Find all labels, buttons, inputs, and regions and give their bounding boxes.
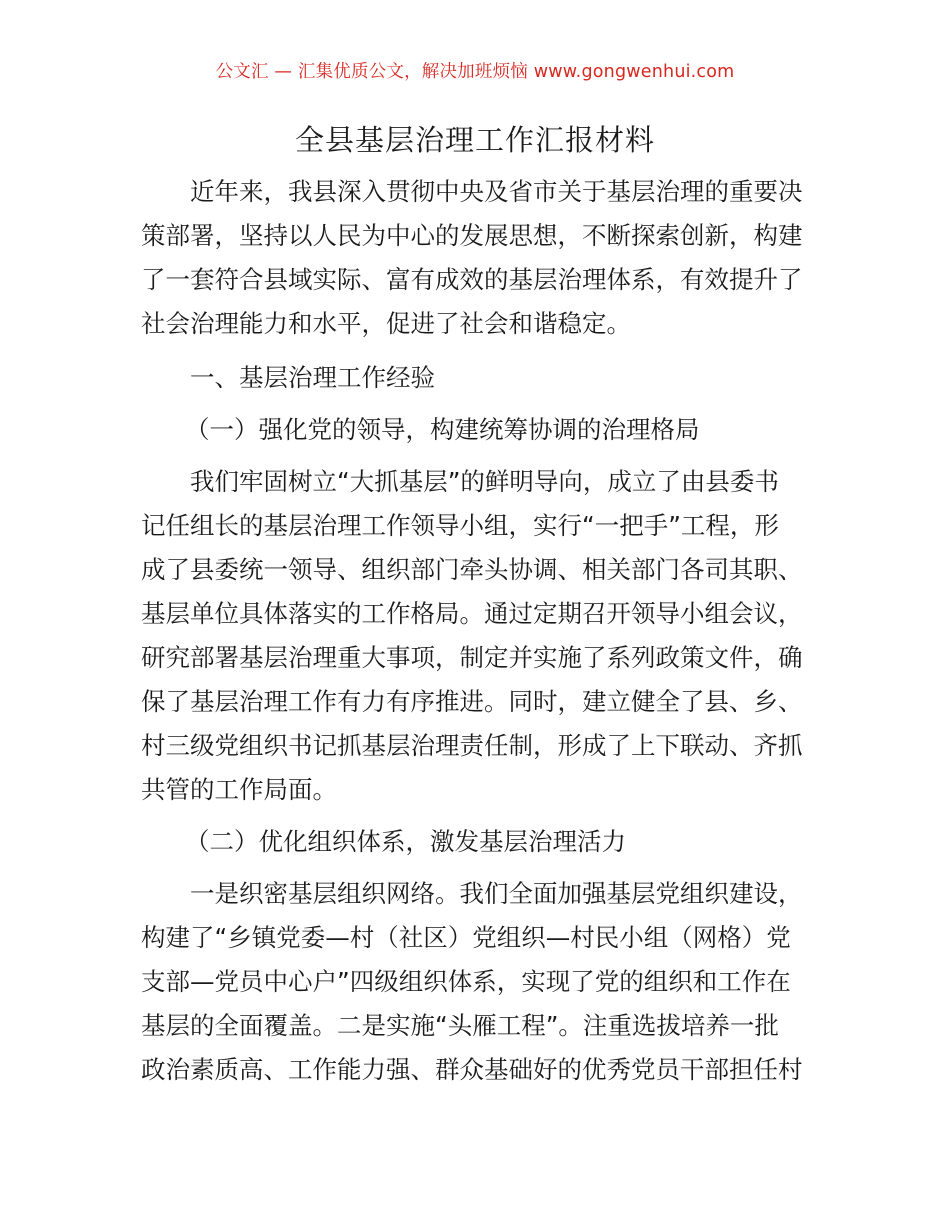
text-line: 构建了“乡镇党委—村（社区）党组织—村民小组（网格）党 <box>141 923 791 952</box>
document-body <box>141 170 813 1092</box>
text-line: 社会治理能力和水平，促进了社会和谐稳定。 <box>141 309 631 338</box>
text-line: 近年来，我县深入贯彻中央及省市关于基层治理的重要决 <box>190 177 803 206</box>
text-line: 政治素质高、工作能力强、群众基础好的优秀党员干部担任村 <box>141 1055 803 1084</box>
text-line: 记任组长的基层治理工作领导小组，实行“一把手”工程，形 <box>141 511 779 540</box>
text-line: 研究部署基层治理重大事项，制定并实施了系列政策文件，确 <box>141 643 803 672</box>
text-line: 支部—党员中心户”四级组织体系，实现了党的组织和工作在 <box>141 967 791 996</box>
document-title: 全县基层治理工作汇报材料 <box>294 123 655 157</box>
subsection-heading: （一）强化党的领导，构建统筹协调的治理格局 <box>185 415 700 444</box>
text-line: 共管的工作局面。 <box>141 775 337 804</box>
text-line: 村三级党组织书记抓基层治理责任制，形成了上下联动、齐抓 <box>141 731 803 760</box>
body-paragraph <box>141 460 813 812</box>
subsection-heading: （二）优化组织体系，激发基层治理活力 <box>185 827 626 856</box>
text-line: 策部署，坚持以人民为中心的发展思想，不断探索创新，构建 <box>141 221 803 250</box>
header-banner: 公文汇 — 汇集优质公文，解决加班烦恼 www.gongwenhui.com <box>215 62 735 82</box>
text-line: 了一套符合县域实际、富有成效的基层治理体系，有效提升了 <box>141 265 803 294</box>
text-line: 我们牢固树立“大抓基层”的鲜明导向，成立了由县委书 <box>190 467 779 496</box>
text-line: 成了县委统一领导、组织部门牵头协调、相关部门各司其职、 <box>141 555 803 584</box>
text-line: 基层单位具体落实的工作格局。通过定期召开领导小组会议， <box>141 599 803 628</box>
text-line: 一是织密基层组织网络。我们全面加强基层党组织建设， <box>190 879 803 908</box>
intro-paragraph <box>141 170 813 346</box>
text-line: 保了基层治理工作有力有序推进。同时，建立健全了县、乡、 <box>141 687 803 716</box>
body-paragraph <box>141 872 813 1092</box>
section-heading: 一、基层治理工作经验 <box>190 363 435 392</box>
text-line: 基层的全面覆盖。二是实施“头雁工程”。注重选拔培养一批 <box>141 1011 779 1040</box>
